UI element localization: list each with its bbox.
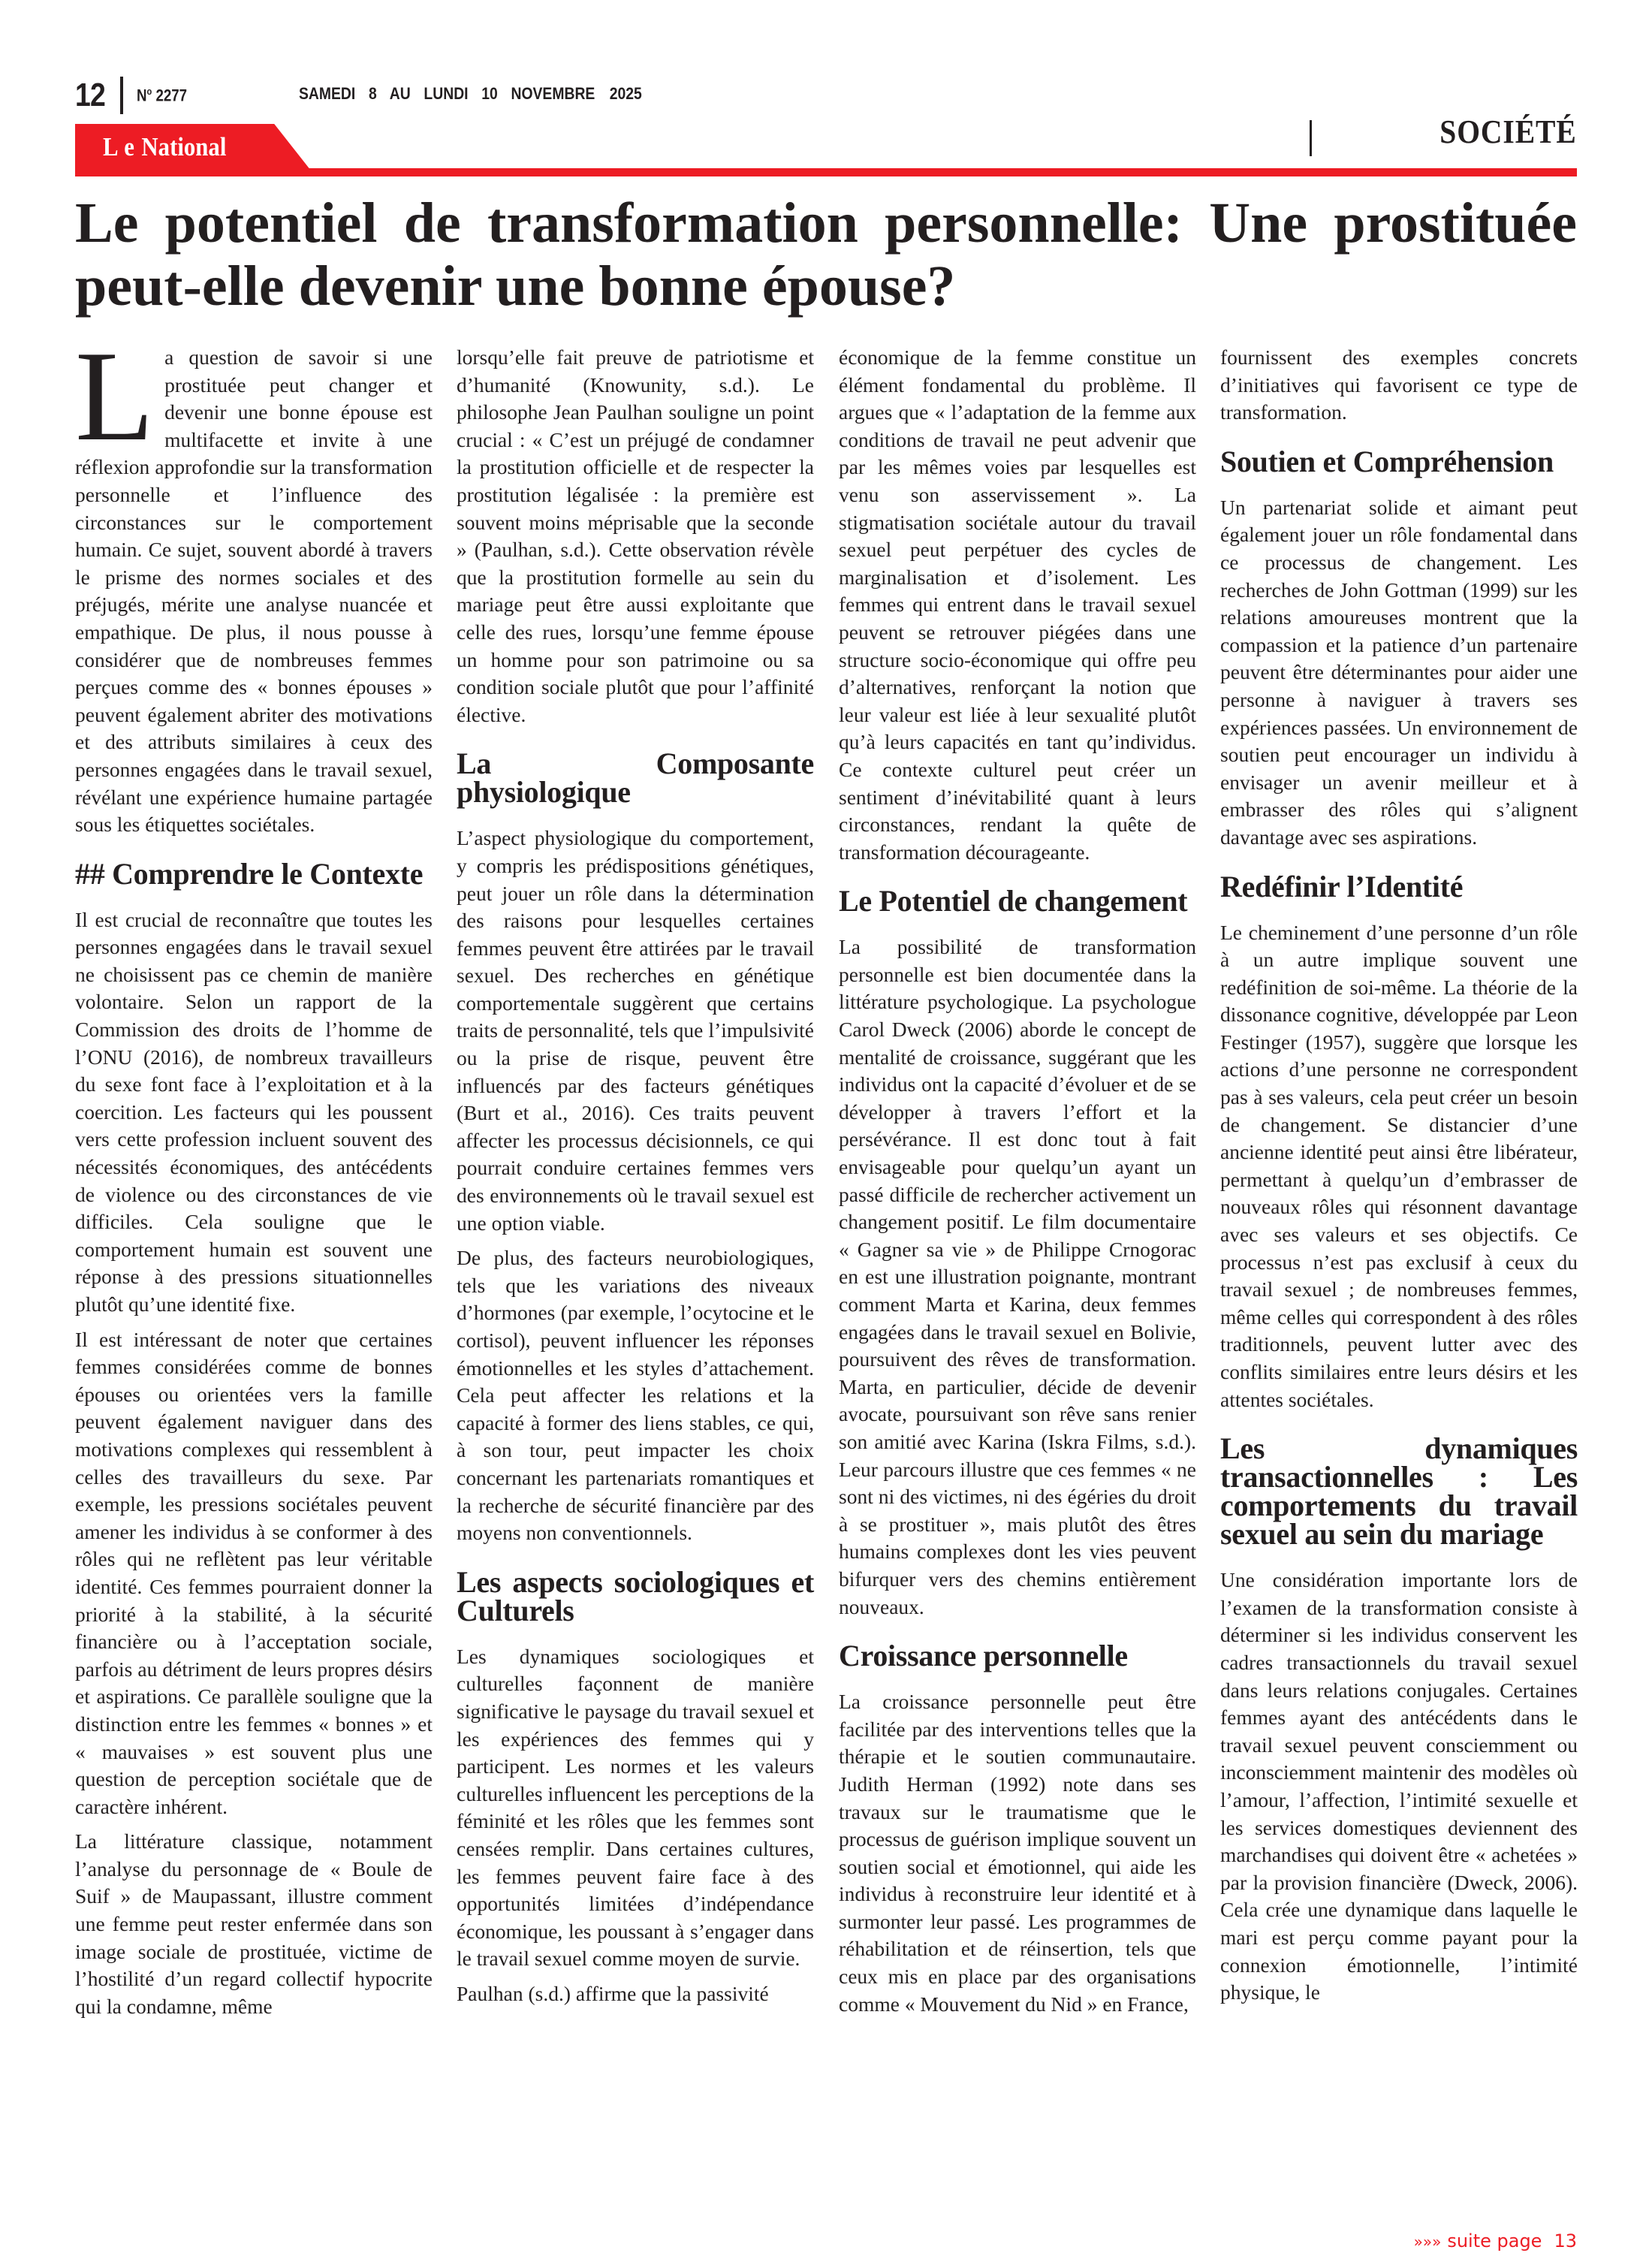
header-rule: [75, 168, 1577, 176]
paragraph: Une considération importante lors de l’examen de la transformation consiste à déterminer si les individus conservent les cadres transactionnels du travail sexuel dans leurs relations conjugales. Certaines femmes ayant des antécédents dans le travail sexuel peuvent consciemment ou inconsciemment maintenir des modèles où l’amour, l’affection, l’intimité sexuelle et les services domestiques deviennent des marchandises qui doivent être « achetées » par la provision financière (Dweck, 2006). Cela crée une dynamique dans laquelle le mari est perçu comme payant pour la connexion émotionnelle, l’intimité physique, le: [1220, 1568, 1578, 2004]
column-1: [75, 325, 433, 2028]
column-4: [1220, 344, 1578, 2014]
paragraph: fournissent des exemples concrets d’initiatives qui favorisent ce type de transformation.: [1220, 345, 1578, 424]
intro-text: a question de savoir si une prostituée peut changer et devenir une bonne épouse est multifacette et invite à une réflexion approfondie sur la transformation personnelle et l’influence des circonstances sur le comportement humain. Ce sujet, souvent abordé à travers le prisme des normes sociales et des préjugés, mérite une analyse nuancée et empathique. De plus, il nous pousse à considérer que de nombreuses femmes perçues comme des « bonnes épouses » peuvent également abriter des motivations et des attributs similaires à ceux des personnes engagées dans le travail sexuel, révélant une expérience humaine partagée sous les étiquettes sociétales.: [75, 345, 433, 837]
section-divider: [1310, 120, 1312, 156]
intro-paragraph: [75, 325, 433, 839]
paragraph: La littérature classique, notamment l’analyse du personnage de « Boule de Suif » de Maupassant, illustre comment une femme peut rester enfermée dans son image sociale de prostituée, victime de l’hostilité d’un regard collectif hypocrite qui la condamne, même: [75, 1829, 433, 2018]
issue-number: [137, 86, 220, 105]
continuation-arrows-icon: »»»: [1413, 2233, 1442, 2251]
subheading: La Composante physiologique: [457, 746, 814, 810]
subheading: Les aspects sociologiques et Culturels: [457, 1564, 814, 1627]
paragraph: Paulhan (s.d.) affirme que la passivité: [457, 1981, 769, 2005]
subheading: Redéfinir l’Identité: [1220, 869, 1464, 903]
paragraph: L’aspect physiologique du comportement, y compris les prédispositions génétiques, peut jouer un rôle dans la détermination des raisons pour lesquelles certaines femmes peuvent être attirées par le travail sexuel. Des recherches en génétique comportementale suggèrent que certains traits de personnalité, tels que l’impulsivité ou la prise de risque, peuvent être influencés par des facteurs génétiques (Burt et al., 2016). Ces traits peuvent affecter les processus décisionnels, ce qui pourrait conduire certaines femmes vers des environnements où le travail sexuel est une option viable.: [457, 826, 814, 1235]
section-label: SOCIÉTÉ: [1439, 113, 1577, 150]
continuation-label: suite page: [1447, 2230, 1542, 2251]
paragraph: économique de la femme constitue un élément fondamental du problème. Il argues que « l’adaptation de la femme aux conditions de travail ne peut advenir que par les mêmes voies par lesquelles est venu son asservissement ». La stigmatisation sociétale autour du travail sexuel peut perpétuer des cycles de marginalisation et d’isolement. Les femmes qui entrent dans le travail sexuel peuvent se retrouver piégées dans une structure socio-économique qui offre peu d’alternatives, renforçant la notion que leur valeur est liée à leur sexualité plutôt qu’à leurs capacités en tant qu’individus. Ce contexte culturel peut créer un sentiment d’inévitabilité quant à leurs circonstances, rendant la quête de transformation décourageante.: [839, 345, 1196, 864]
issue-sup: o: [146, 85, 152, 97]
folio-divider: [120, 77, 123, 114]
article-body: [75, 325, 1578, 2251]
subheading: Croissance personnelle: [839, 1639, 1128, 1673]
paragraph: Les dynamiques sociologiques et culturelles façonnent de manière significative le paysage du travail sexuel et les expériences des femmes qui y participent. Les normes et les valeurs culturelles influencent les perceptions de la féminité et les rôles que les femmes sont censées remplir. Dans certaines cultures, les femmes peuvent faire face à des opportunités limitées d’indépendance économique, les poussant à s’engager dans le travail sexuel comme moyen de survie.: [457, 1644, 814, 1971]
issue-value: 2277: [155, 86, 188, 105]
column-2: [457, 344, 814, 2015]
paragraph: lorsqu’elle fait preuve de patriotisme et d’humanité (Knowunity, s.d.). Le philosophe Jean Paulhan souligne un point crucial : « C’est un préjugé de condamner la prostitution officielle et de respecter la prostitution légalisée : la première est souvent moins méprisable que la seconde » (Paulhan, s.d.). Cette observation révèle que la prostitution formelle au sein du mariage peut être aussi exploitante que celle des rues, lorsqu’une femme épouse un homme pour son patrimoine ou sa condition sociale plutôt que pour l’affinité élective.: [457, 345, 814, 726]
page-number: 12: [75, 77, 105, 113]
paragraph: Le cheminement d’une personne d’un rôle à un autre implique souvent une redéfinition de soi-même. La théorie de la dissonance cognitive, développée par Leon Festinger (1957), suggère que lorsque les actions d’une personne ne correspondent pas à ses valeurs, cela peut créer un besoin de changement. Se distancier d’une ancienne identité peut ainsi être libérateur, permettant à quelqu’un d’embrasser de nouveaux rôles qui résonnent davantage avec ses valeurs et ses objectifs. Ce processus n’est pas exclusif à ceux du travail sexuel ; de nombreuses femmes, même celles qui correspondent à des rôles traditionnels, peuvent lutter avec des conflits similaires entre leurs désirs et les attentes sociétales.: [1220, 920, 1578, 1411]
subheading: Le Potentiel de changement: [839, 884, 1188, 918]
subheading: ## Comprendre le Contexte: [75, 856, 424, 891]
subheading: Les dynamiques transactionnelles : Les comportements du travail sexuel au sein du mariage: [1220, 1431, 1578, 1552]
paragraph: La possibilité de transformation personnelle est bien documentée dans la littérature psychologique. La psychologue Carol Dweck (2006) aborde le concept de mentalité de croissance, suggérant que les individus ont la capacité d’évoluer et de se développer à travers l’effort et la persévérance. Il est donc tout à fait envisageable pour quelqu’un ayant un passé difficile de rechercher activement un changement positif. Le film documentaire « Gagner sa vie » de Philippe Crnogorac en est une illustration poignante, montrant comment Marta et Karina, deux femmes engagées dans le travail sexuel en Bolivie, poursuivent des rêves de transformation. Marta, en particulier, décide de devenir avocate, poursuivant son rêve sans renier son amitié avec Karina (Iskra Films, s.d.). Leur parcours illustre que ces femmes « ne sont ni des victimes, ni des égéries du droit à se prostituer », mais plutôt des êtres humains complexes dont les vies peuvent bifurquer vers des chemins entièrement nouveaux.: [839, 935, 1196, 1618]
drop-cap: L: [75, 325, 155, 468]
brand-logo: L e National: [103, 132, 227, 161]
continuation-link[interactable]: [1414, 2230, 1577, 2251]
issue-date: [299, 84, 642, 104]
subheading: Soutien et Compréhension: [1220, 444, 1554, 478]
date-year: 2025: [609, 84, 642, 103]
date-range: SAMEDI 8 AU LUNDI 10 NOVEMBRE: [299, 84, 595, 103]
paragraph: Un partenariat solide et aimant peut également jouer un rôle fondamental dans ce processus de changement. Les recherches de John Gottman (1999) sur les relations amoureuses montrent que la compassion et la patience d’un partenaire peuvent être déterminantes pour aider une personne à naviguer à travers ses expériences passées. Un environnement de soutien peut encourager un individu à envisager un avenir meilleur et à embrasser des rôles qui s’alignent davantage avec ses aspirations.: [1220, 495, 1578, 849]
paragraph: Il est crucial de reconnaître que toutes les personnes engagées dans le travail sexuel ne choisissent pas ce chemin de manière volontaire. Selon un rapport de la Commission des droits de l’homme de l’ONU (2016), de nombreux travailleurs du sexe font face à l’exploitation et à la coercition. Les facteurs qui les poussent vers cette profession incluent souvent des nécessités économiques, des antécédents de violence ou des circonstances de vie difficiles. Cela souligne que le comportement humain est souvent une réponse à des pressions situationnelles plutôt qu’une identité fixe.: [75, 907, 433, 1316]
paragraph: De plus, des facteurs neurobiologiques, tels que les variations des niveaux d’hormones (par exemple, l’ocytocine et le cortisol), peuvent influencer les réponses émotionnelles et les styles d’attachement. Cela peut affecter les relations et la capacité à former des liens stables, ce qui, à son tour, peut impacter les choix concernant les partenariats romantiques et la recherche de sécurité financière par des moyens non conventionnels.: [457, 1246, 814, 1545]
issue-prefix: N: [137, 86, 147, 105]
folio: [75, 72, 234, 119]
continuation-page: 13: [1554, 2230, 1577, 2251]
paragraph: La croissance personnelle peut être facilitée par des interventions telles que la thérapie et le soutien communautaire. Judith Herman (1992) note dans ses travaux sur le traumatisme que le processus de guérison implique souvent un soutien social et émotionnel, qui aide les individus à reconstruire leur identité et à surmonter leur passé. Les programmes de réhabilitation et de réinsertion, tels que ceux mis en place par des organisations comme « Mouvement du Nid » en France,: [839, 1690, 1196, 2016]
paragraph: Il est intéressant de noter que certaines femmes considérées comme de bonnes épouses ou orientées vers la famille peuvent également naviguer dans des motivations complexes qui ressemblent à celles des travailleurs du sexe. Par exemple, les pressions sociétales peuvent amener les individus à se conformer à des rôles qui ne reflètent pas leur véritable identité. Ces femmes pourraient donner la priorité à la stabilité, à la sécurité financière ou à l’acceptation sociale, parfois au détriment de leurs propres désirs et aspirations. Ce parallèle souligne que la distinction entre les femmes « bonnes » et « mauvaises » est souvent plus une question de perception sociétale que de caractère inhérent.: [75, 1327, 433, 1818]
column-3: [839, 344, 1196, 2025]
article-title: Le potentiel de transformation personnelle: Une prostituée peut-elle devenir une bonne épouse?: [75, 192, 1577, 318]
